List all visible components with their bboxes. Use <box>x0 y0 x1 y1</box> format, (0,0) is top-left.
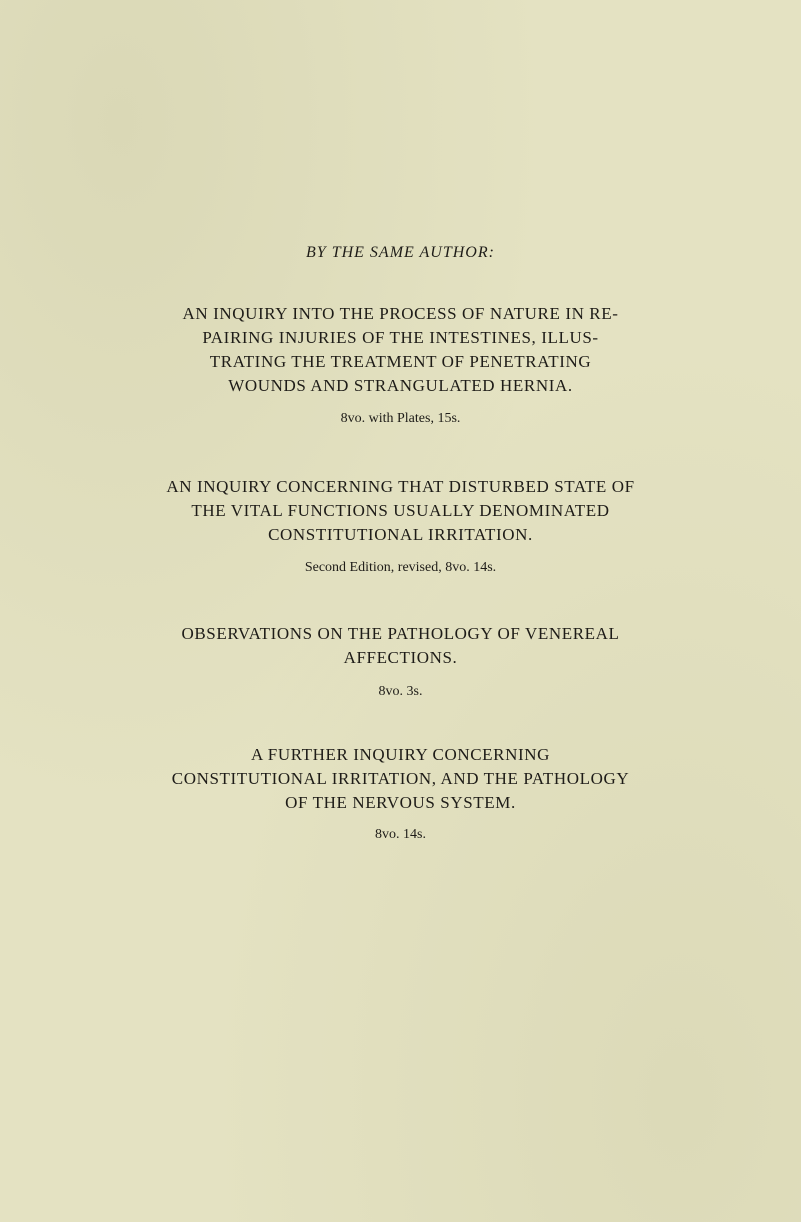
book-details: 8vo. 3s. <box>378 684 423 699</box>
book-title <box>100 475 701 547</box>
page-header: BY THE SAME AUTHOR: <box>306 244 495 261</box>
book-title-line: PAIRING INJURIES OF THE INTESTINES, ILLUS- <box>202 328 599 347</box>
book-entry-2 <box>100 475 701 578</box>
book-title-line: CONSTITUTIONAL IRRITATION. <box>268 525 533 544</box>
book-title <box>100 743 701 815</box>
book-title-line: AN INQUIRY INTO THE PROCESS OF NATURE IN RE- <box>182 304 619 323</box>
book-title-line: THE VITAL FUNCTIONS USUALLY DENOMINATED <box>191 501 610 520</box>
book-details: 8vo. with Plates, 15s. <box>340 411 461 426</box>
book-title-line: OF THE NERVOUS SYSTEM. <box>285 793 516 812</box>
book-title-line: TRATING THE TREATMENT OF PENETRATING <box>209 352 592 371</box>
book-title-line: AFFECTIONS. <box>343 648 458 667</box>
book-entry-1 <box>100 302 701 429</box>
book-title <box>100 302 701 398</box>
book-title-line: AN INQUIRY CONCERNING THAT DISTURBED STATE OF <box>166 477 635 496</box>
book-title-line: WOUNDS AND STRANGULATED HERNIA. <box>228 376 573 395</box>
book-entry-3 <box>100 622 701 702</box>
book-details: Second Edition, revised, 8vo. 14s. <box>304 560 497 575</box>
book-details: 8vo. 14s. <box>375 827 426 842</box>
book-title <box>100 622 701 670</box>
book-title-line: CONSTITUTIONAL IRRITATION, AND THE PATHOLOGY <box>171 769 630 788</box>
book-entry-4 <box>100 743 701 845</box>
book-title-line: A FURTHER INQUIRY CONCERNING <box>251 745 550 764</box>
book-title-line: OBSERVATIONS ON THE PATHOLOGY OF VENEREAL <box>181 624 620 643</box>
